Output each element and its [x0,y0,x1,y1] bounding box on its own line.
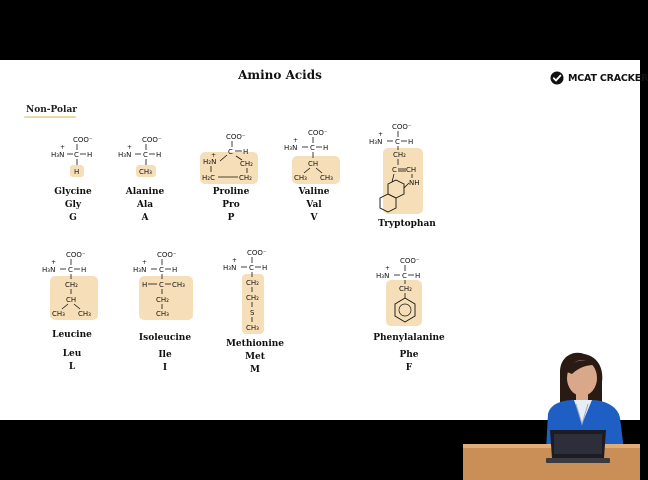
leucine-three-letter: Leu [62,349,82,359]
svg-text:H: H [243,148,249,156]
svg-text:C: C [392,166,397,174]
methionine-structure [221,246,285,336]
valine-structure [282,126,346,186]
tryptophan-structure [366,120,432,216]
svg-text:H₃N: H₃N [51,151,65,159]
glycine-one-letter: G [69,213,77,223]
phenylalanine-three-letter: Phe [399,350,419,360]
svg-text:C: C [143,151,148,159]
section-label: Non-Polar [26,105,78,115]
svg-text:H: H [415,272,421,280]
alanine-caption [105,186,185,225]
svg-text:H: H [87,151,93,159]
svg-text:H₂N: H₂N [203,158,217,166]
svg-text:NH: NH [409,179,420,187]
glycine-structure [48,132,104,182]
isoleucine-structure [131,248,197,324]
svg-text:COO⁻: COO⁻ [392,123,412,131]
svg-text:CH: CH [308,160,319,168]
section-underline [24,116,76,118]
svg-text:C: C [395,138,400,146]
brand-logo [550,71,648,85]
valine-caption [274,186,354,225]
svg-text:CH₃: CH₃ [294,174,307,182]
proline-one-letter: P [227,213,235,223]
proline-structure [198,130,262,186]
methionine-name: Methionine [225,339,285,349]
isoleucine-caption [125,332,205,375]
svg-text:H: H [74,168,80,176]
methionine-one-letter: M [250,365,260,375]
svg-text:H: H [81,266,87,274]
leucine-one-letter: L [68,362,76,372]
svg-text:H: H [262,264,268,272]
svg-text:CH₃: CH₃ [78,310,91,318]
svg-text:C: C [159,266,164,274]
glycine-three-letter: Gly [64,200,82,210]
svg-text:COO⁻: COO⁻ [226,133,246,141]
svg-text:+: + [293,137,299,144]
proline-name: Proline [212,187,250,197]
phenylalanine-caption [369,332,449,375]
phenylalanine-name: Phenylalanine [373,333,445,343]
svg-text:H: H [408,138,414,146]
valine-one-letter: V [310,213,318,223]
isoleucine-name: Isoleucine [138,333,192,343]
brand-text: MCAT CRACKER [568,72,648,84]
svg-text:CH₃: CH₃ [156,310,169,318]
svg-text:+: + [51,259,57,266]
svg-text:+: + [142,259,148,266]
methionine-three-letter: Met [245,352,265,362]
svg-text:H: H [142,281,148,289]
svg-text:+: + [211,152,217,159]
svg-text:CH₂: CH₂ [240,160,253,168]
svg-text:CH: CH [66,296,77,304]
svg-text:H₃N: H₃N [376,272,390,280]
svg-text:+: + [232,257,238,264]
svg-text:C: C [74,151,79,159]
valine-three-letter: Val [306,200,322,210]
slide-title: Amino Acids [238,68,322,82]
tryptophan-caption [367,218,447,231]
leucine-structure [40,248,104,324]
svg-text:C: C [402,272,407,280]
svg-text:C: C [68,266,73,274]
glycine-name: Glycine [54,187,92,197]
svg-text:CH₂: CH₂ [156,296,169,304]
leucine-name: Leucine [52,330,92,340]
svg-text:COO⁻: COO⁻ [66,251,86,259]
svg-text:+: + [127,144,133,151]
tryptophan-name: Tryptophan [378,219,436,229]
check-circle-icon [550,71,564,85]
svg-text:CH₂: CH₂ [65,281,78,289]
svg-text:COO⁻: COO⁻ [142,136,162,144]
svg-text:H: H [323,144,329,152]
svg-text:H₃N: H₃N [284,144,298,152]
methionine-caption [215,338,295,377]
isoleucine-one-letter: I [162,363,168,373]
svg-text:CH₃: CH₃ [172,281,185,289]
svg-text:CH: CH [406,166,417,174]
svg-text:H₃N: H₃N [42,266,56,274]
svg-text:CH₃: CH₃ [139,168,152,176]
svg-text:C: C [159,281,164,289]
valine-name: Valine [298,187,330,197]
alanine-structure [115,132,175,182]
svg-text:C: C [249,264,254,272]
svg-text:H₃N: H₃N [223,264,237,272]
svg-text:H₃N: H₃N [369,138,383,146]
alanine-one-letter: A [141,213,149,223]
glycine-caption [33,186,113,225]
slide [0,60,648,420]
phenylalanine-one-letter: F [405,363,413,373]
svg-text:CH₃: CH₃ [52,310,65,318]
proline-three-letter: Pro [222,200,240,210]
svg-text:COO⁻: COO⁻ [247,249,267,257]
svg-text:C: C [228,148,233,156]
svg-text:CH₂: CH₂ [246,294,259,302]
svg-text:CH₂: CH₂ [246,279,259,287]
svg-text:+: + [378,131,384,138]
svg-text:S: S [250,309,255,317]
isoleucine-three-letter: Ile [158,350,172,360]
leucine-caption [32,329,112,374]
svg-text:H: H [156,151,162,159]
alanine-three-letter: Ala [136,200,154,210]
alanine-name: Alanine [125,187,165,197]
laptop-image [546,428,610,468]
svg-text:C: C [310,144,315,152]
svg-text:H₃N: H₃N [118,151,132,159]
svg-text:COO⁻: COO⁻ [157,251,177,259]
proline-caption [191,186,271,225]
svg-text:H: H [172,266,178,274]
svg-text:CH₃: CH₃ [246,324,259,332]
svg-text:+: + [385,265,391,272]
svg-text:H₃N: H₃N [133,266,147,274]
svg-text:CH₂: CH₂ [393,151,406,159]
svg-text:COO⁻: COO⁻ [308,129,328,137]
svg-text:CH₂: CH₂ [399,285,412,293]
svg-text:CH₂: CH₂ [239,174,252,182]
phenylalanine-structure [372,254,434,328]
svg-text:COO⁻: COO⁻ [73,136,93,144]
svg-text:H₂C: H₂C [202,174,215,182]
svg-text:+: + [60,144,66,151]
svg-text:CH₃: CH₃ [320,174,333,182]
svg-text:COO⁻: COO⁻ [400,257,420,265]
